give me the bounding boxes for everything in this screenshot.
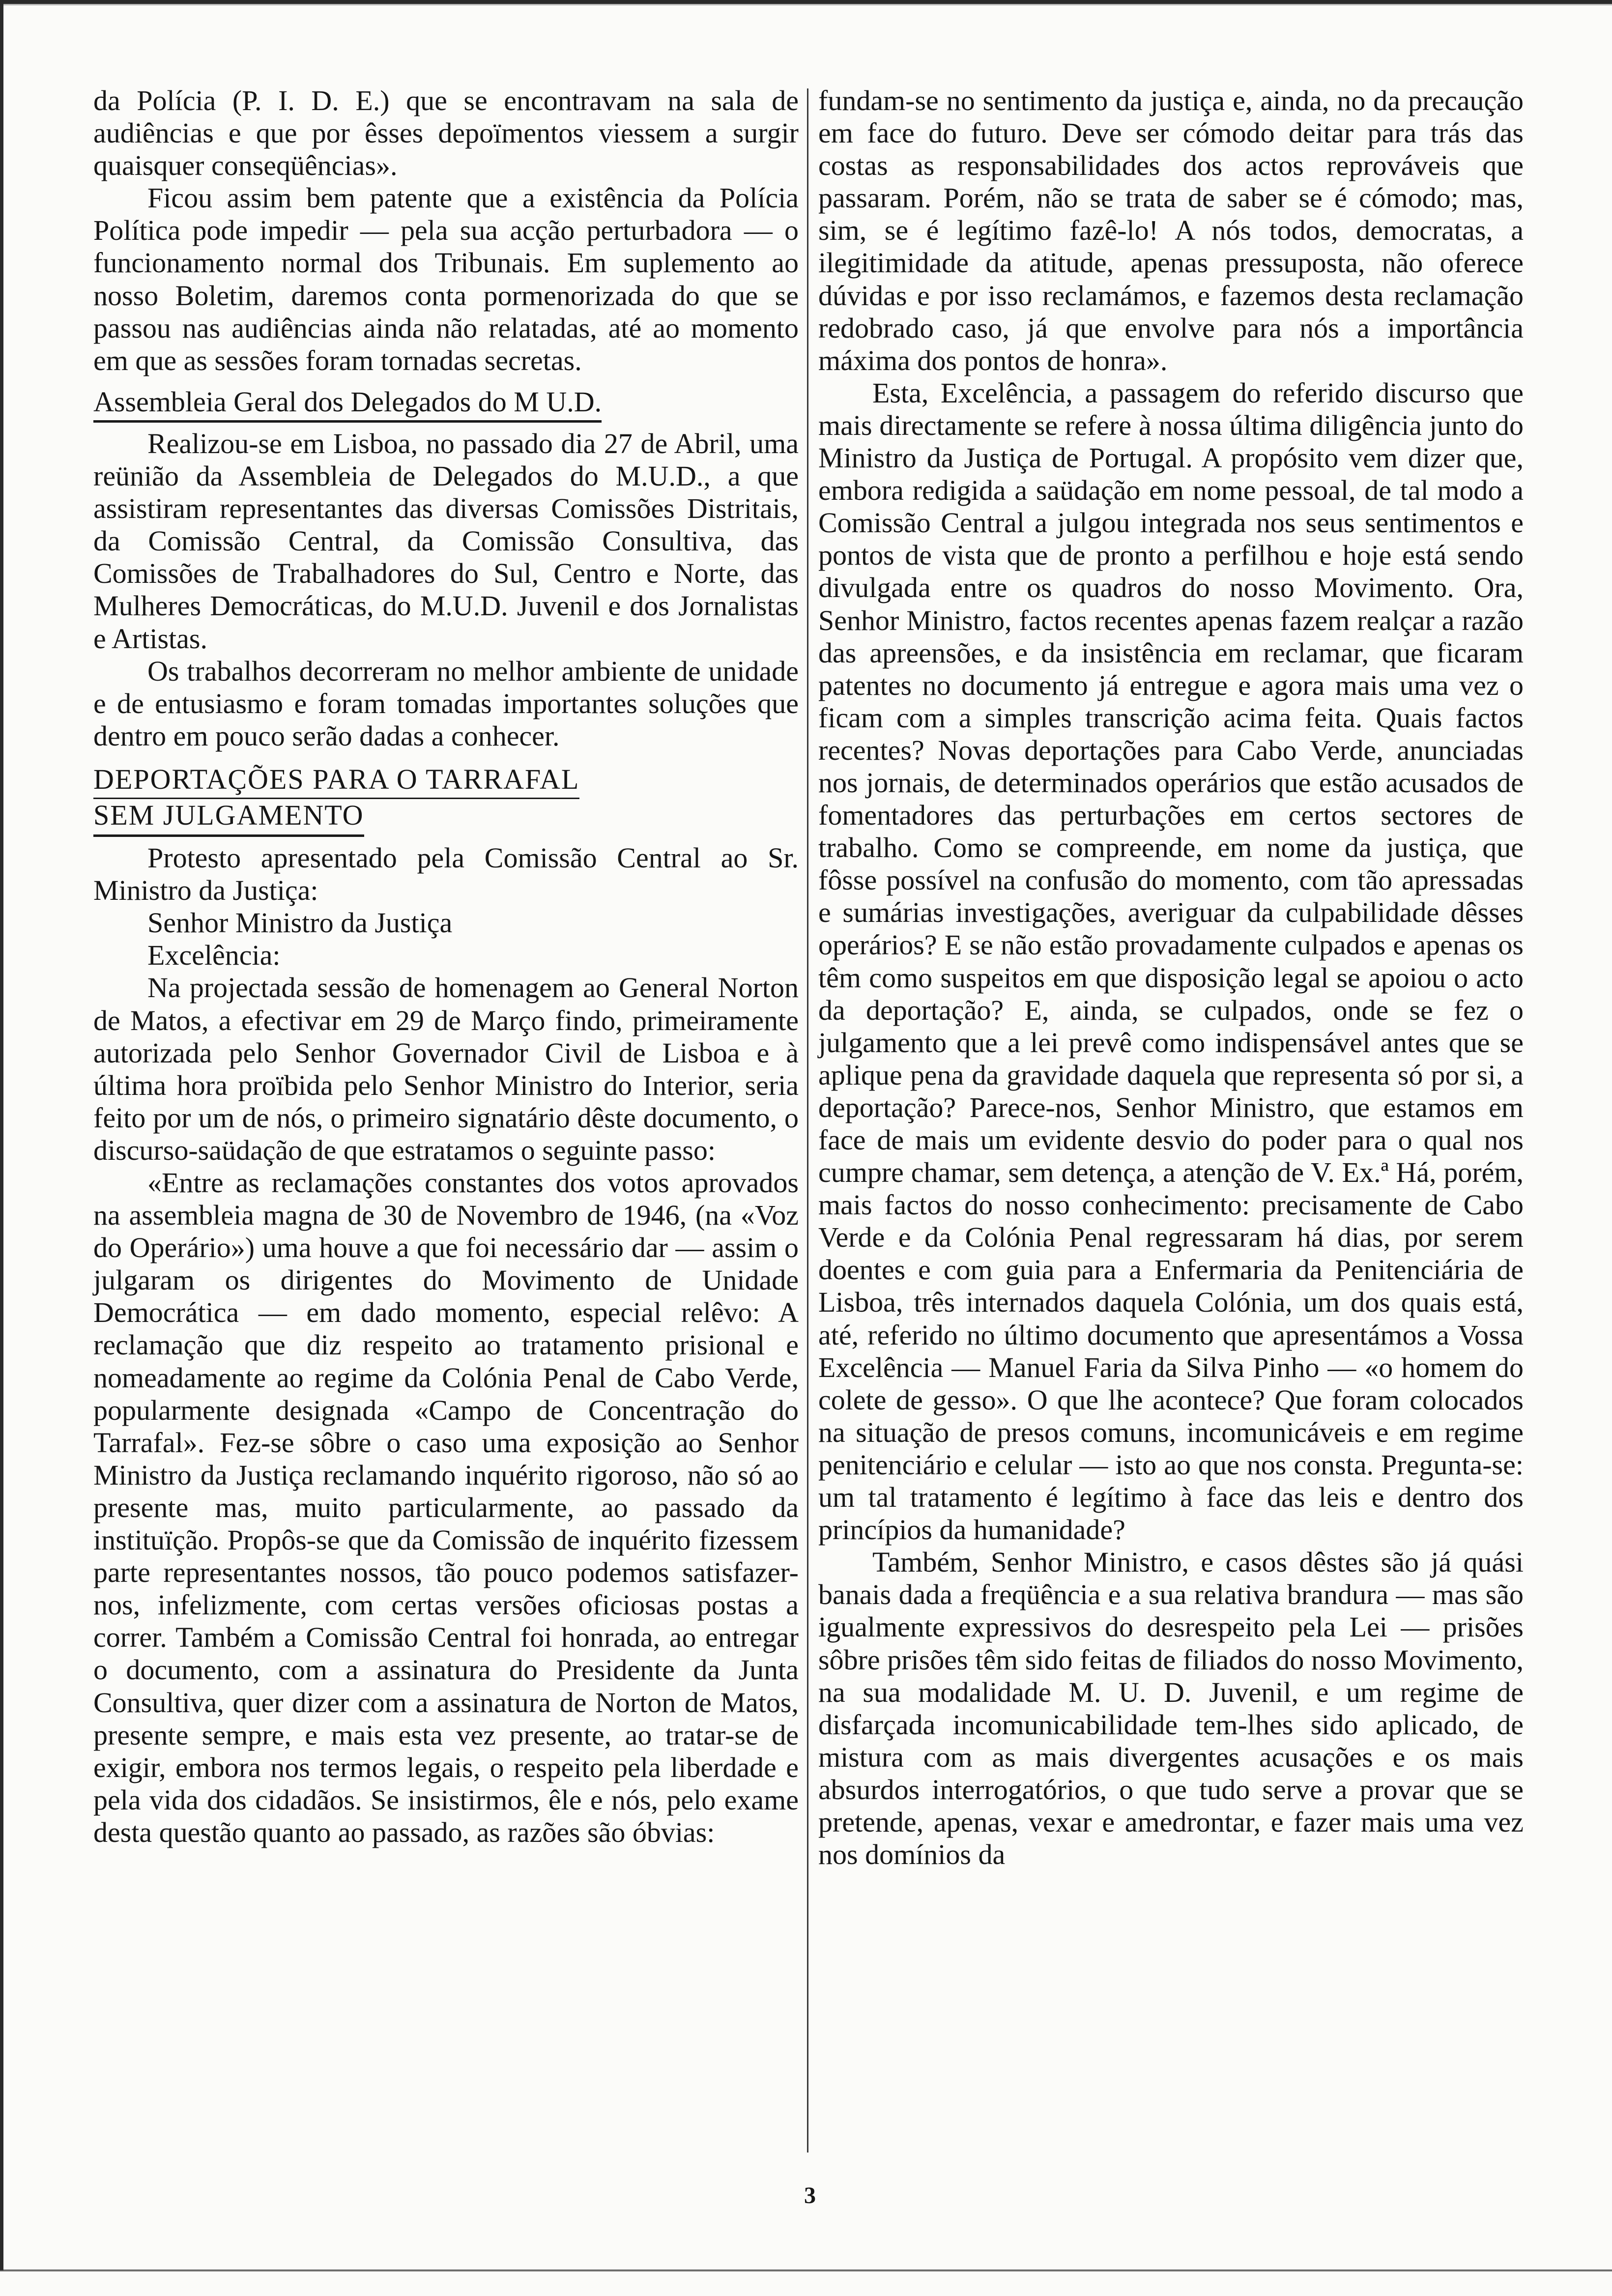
paragraph: Também, Senhor Ministro, e casos dêstes são já quási banais dada a freqüência e a sua relativa brandura — mas são igualmente expressivos do desrespeito pela Lei — prisões sôbre prisões têm sido feitas de filiados do nosso Movimento, na sua modalidade M. U. D. Juvenil, e um regime de disfarçada incomunicabilidade tem-lhes sido aplicado, de mistura com as mais divergentes acusações e os mais absurdos interrogatórios, o que tudo serve a provar que se pretende, apenas, vexar e amedrontar, e fazer mais uma vez nos domínios da [818, 1546, 1524, 1871]
section-subheading-wrapper [93, 377, 799, 428]
top-border [0, 0, 1612, 4]
article-heading-text-1: DEPORTAÇÕES PARA O TARRAFAL [93, 763, 579, 799]
paragraph: «Entre as reclamações constantes dos votos aprovados na assembleia magna de 30 de Novembro de 1946, (na «Voz do Operário») uma houve a que foi necessário dar — assim o julgaram os dirigentes do Movimento de Unidade Democrática — em dado momento, especial relêvo: A reclamação que diz respeito ao tratamento prisional e nomeadamente ao regime da Colónia Penal de Cabo Verde, popularmente designada «Campo de Concentração do Tarrafal». Fez-se sôbre o caso uma exposição ao Senhor Ministro da Justiça reclamando inquérito rigoroso, não só ao presente mas, muito particularmente, ao passado da instituïção. Propôs-se que da Comissão de inquérito fizessem parte representantes nossos, tão pouco podemos satisfazer-nos, infelizmente, com certas versões oficiosas postas a correr. Também a Comissão Central foi honrada, ao entregar o documento, com a assinatura do Presidente da Junta Consultiva, quer dizer com a assinatura de Norton de Matos, presente sempre, e mais esta vez presente, ao tratar-se de exigir, embora nos termos legais, o respeito pela liberdade e pela vida dos cidadãos. Se insistirmos, êle e nós, pelo exame desta questão quanto ao passado, as razões são óbvias: [93, 1167, 799, 1848]
paragraph: Os trabalhos decorreram no melhor ambiente de unidade e de entusiasmo e foram tomadas importantes soluções que dentro em pouco serão dadas a conhecer. [93, 655, 799, 752]
paragraph: da Polícia (P. I. D. E.) que se encontravam na sala de audiências e que por êsses depoïmentos viessem a surgir quaisquer conseqüências». [93, 85, 799, 182]
page-number: 3 [804, 2182, 816, 2209]
article-heading-text-2: SEM JULGAMENTO [93, 799, 364, 837]
paragraph: Protesto apresentado pela Comissão Central ao Sr. Ministro da Justiça: [93, 842, 799, 907]
salutation-line: Senhor Ministro da Justiça [147, 907, 453, 939]
article-heading-line-1 [93, 763, 799, 799]
paragraph: fundam-se no sentimento da justiça e, ainda, no da precaução em face do futuro. Deve ser cómodo deitar para trás das costas as responsabilidades dos actos reprováveis que passaram. Porém, não se trata de saber se é cómodo; mas, sim, se é legítimo fazê-lo! A nós todos, democratas, a ilegitimidade da atitude, apenas pressuposta, não oferece dúvidas e por isso reclamámos, e fazemos desta reclamação redobrado caso, já que envolve para nós a importância máxima dos pontos de honra». [818, 85, 1524, 376]
left-column [93, 85, 799, 1849]
paragraph: Na projectada sessão de homenagem ao General Norton de Matos, a efectivar em 29 de Março findo, primeiramente autorizada pelo Senhor Governador Civil de Lisboa e à última hora proïbida pelo Senhor Ministro do Interior, seria feito por um de nós, o primeiro signatário dêste documento, o discurso-saüdação de que estratamos o seguinte passo: [93, 972, 799, 1166]
right-column [818, 85, 1524, 1871]
paragraph: Esta, Excelência, a passagem do referido discurso que mais directamente se refere à nossa última diligência junto do Ministro da Justiça de Portugal. A propósito vem dizer que, embora redigida a saüdação em nome pessoal, de tal modo a Comissão Central a julgou integrada nos seus sentimentos e pontos de vista que de pronto a perfilhou e hoje está sendo divulgada entre os quadros do nosso Movimento. Ora, Senhor Ministro, factos recentes apenas fazem realçar a razão das apreensões, e da insistência em reclamar, que ficaram patentes no documento já entregue e agora mais uma vez o ficam com a simples transcrição acima feita. Quais factos recentes? Novas deportações para Cabo Verde, anunciadas nos jornais, de determinados operários que estão acusados de fomentadores das perturbações em certos sectores de trabalho. Como se compreende, em nome da justiça, que fôsse possível na confusão do momento, com tão apressadas e sumárias investigações, averiguar da culpabilidade dêsses operários? E se não estão provadamente culpados e apenas os têm como suspeitos em que disposição legal se apoiou o acto da deportação? E, ainda, se culpados, onde se fez o julgamento que a lei prevê como indispensável antes que se aplique pena da gravidade daquela que representa só por si, a deportação? Parece-nos, Senhor Ministro, que estamos em face de mais um evidente desvio do poder para o qual nos cumpre chamar, sem detença, a atenção de V. Ex.ª Há, porém, mais factos do nosso conhecimento: precisamente de Cabo Verde e da Colónia Penal regressaram há dias, por serem doentes e com guia para a Enfermaria da Penitenciária de Lisboa, três internados daquela Colónia, um dos quais está, até, referido no último documento que apresentámos a Vossa Excelência — Manuel Faria da Silva Pinho — «o homem do colete de gesso». O que lhe acontece? Que foram colocados na situação de presos comuns, incomunicáveis e em regime penitenciário e celular — isto ao que nos consta. Pregunta-se: um tal tratamento é legítimo à face das leis e dentro dos princípios da humanidade? [818, 376, 1524, 1546]
paragraph: Realizou-se em Lisboa, no passado dia 27 de Abril, uma reünião da Assembleia de Delegados do M.U.D., a que assistiram representantes das diversas Comissões Distritais, da Comissão Central, da Comissão Consultiva, das Comissões de Trabalhadores do Sul, Centro e Norte, das Mulheres Democráticas, do M.U.D. Juvenil e dos Jornalistas e Artistas. [93, 427, 799, 655]
section-subheading: Assembleia Geral dos Delegados do M U.D. [93, 386, 602, 423]
bottom-border [0, 2269, 1612, 2271]
left-border [0, 0, 3, 2270]
column-divider [807, 88, 808, 2152]
top-border-shadow [0, 4, 1612, 5]
article-heading-line-2 [93, 799, 799, 837]
paragraph: Ficou assim bem patente que a existência da Polícia Política pode impedir — pela sua acção perturbadora — o funcionamento normal dos Tribunais. Em suplemento ao nosso Boletim, daremos conta pormenorizada do que se passou nas audiências ainda não relatadas, até ao momento em que as sessões foram tornadas secretas. [93, 182, 799, 376]
salutation-line: Excelência: [147, 939, 281, 972]
